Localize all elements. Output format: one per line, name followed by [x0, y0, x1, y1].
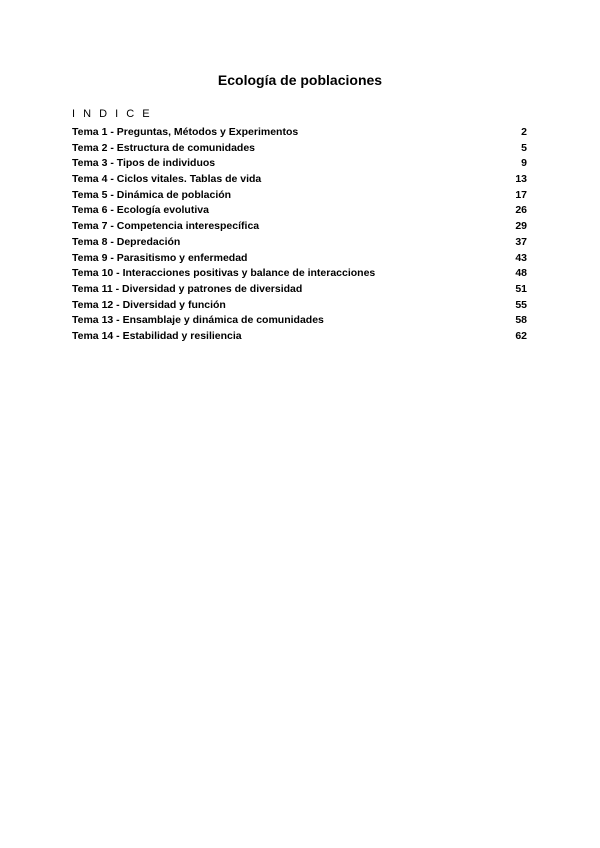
toc-entry[interactable]	[72, 204, 527, 220]
toc-entry-page: 29	[515, 220, 527, 233]
toc-entry-label: Tema 13 - Ensamblaje y dinámica de comunidades	[72, 314, 324, 327]
toc-entry-label: Tema 11 - Diversidad y patrones de diversidad	[72, 282, 303, 295]
toc-entry-page: 51	[515, 282, 527, 295]
toc-entry-label: Tema 3 - Tipos de individuos	[72, 157, 216, 170]
toc-entry-label: Tema 4 - Ciclos vitales. Tablas de vida	[72, 173, 262, 186]
toc-entry-page: 37	[515, 235, 527, 248]
page-title: Ecología de poblaciones	[217, 72, 383, 88]
toc-entry-page: 48	[515, 267, 527, 280]
toc-entry-label: Tema 7 - Competencia interespecífica	[72, 220, 260, 233]
toc-entry-label: Tema 14 - Estabilidad y resiliencia	[72, 329, 242, 342]
toc-entry[interactable]	[72, 157, 527, 173]
toc-entry-label: Tema 1 - Preguntas, Métodos y Experimentos	[72, 126, 299, 138]
toc-entry[interactable]	[72, 330, 527, 346]
toc-entry[interactable]	[72, 236, 527, 252]
toc-entry[interactable]	[72, 126, 527, 142]
toc-entry-page: 62	[515, 329, 527, 342]
toc-entry-label: Tema 5 - Dinámica de población	[72, 188, 232, 201]
toc-entry-page: 17	[515, 188, 527, 201]
toc-entry-page: 2	[521, 126, 527, 138]
toc-entry-label: Tema 8 - Depredación	[72, 235, 181, 248]
toc-entry[interactable]	[72, 267, 527, 283]
toc-entry[interactable]	[72, 173, 527, 189]
toc-heading: I N D I C E	[72, 108, 153, 120]
toc-entry-page: 43	[515, 251, 527, 264]
toc-entry-label: Tema 6 - Ecología evolutiva	[72, 204, 209, 217]
toc-entry[interactable]	[72, 220, 527, 236]
toc-entry-label: Tema 12 - Diversidad y función	[72, 298, 226, 311]
toc-entry-page: 5	[521, 141, 527, 154]
toc-entry[interactable]	[72, 299, 527, 315]
toc-entry[interactable]	[72, 189, 527, 205]
toc-entry-page: 26	[515, 204, 527, 217]
toc-entry[interactable]	[72, 283, 527, 299]
toc-entry-page: 9	[521, 157, 527, 170]
toc-entry[interactable]	[72, 314, 527, 330]
toc-entry-page: 58	[515, 314, 527, 327]
toc-entry-label: Tema 2 - Estructura de comunidades	[72, 141, 256, 154]
toc-entry-label: Tema 9 - Parasitismo y enfermedad	[72, 251, 248, 264]
toc-entry-label: Tema 10 - Interacciones positivas y balance de interacciones	[72, 267, 376, 280]
toc-entry[interactable]	[72, 252, 527, 268]
table-of-contents	[72, 126, 527, 346]
toc-entry-page: 55	[515, 298, 527, 311]
toc-entry[interactable]	[72, 142, 527, 158]
toc-entry-page: 13	[515, 173, 527, 186]
